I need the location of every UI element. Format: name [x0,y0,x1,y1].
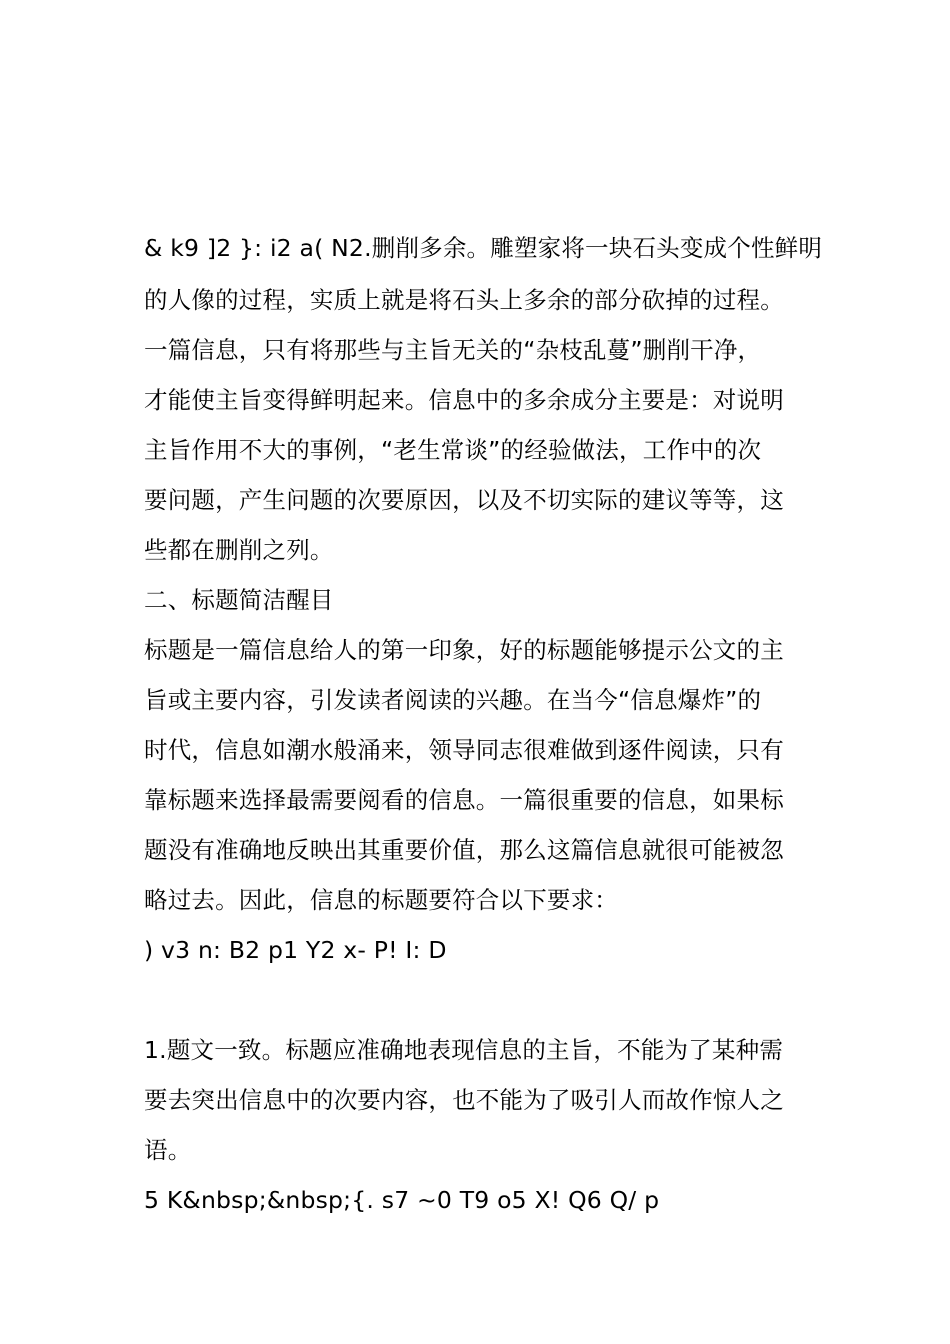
paragraph-line: 要去突出信息中的次要内容，也不能为了吸引人而故作惊人之 [144,1086,784,1114]
paragraph-line: 标题是一篇信息给人的第一印象，好的标题能够提示公文的主 [144,636,784,664]
paragraph-line: 靠标题来选择最需要阅看的信息。一篇很重要的信息，如果标 [144,786,784,814]
paragraph-line: 旨或主要内容，引发读者阅读的兴趣。在当今“信息爆炸”的 [144,686,762,714]
paragraph-line: 语。 [144,1136,192,1164]
paragraph-line: & k9 ]2 }: i2 a( N2.删削多余。雕塑家将一块石头变成个性鲜明 [144,234,823,262]
garbled-text-line: 5 K&nbsp;&nbsp;{. s7 ~0 T9 o5 X! Q6 Q/ p [144,1186,660,1214]
paragraph-line: 时代，信息如潮水般涌来，领导同志很难做到逐件阅读，只有 [144,736,784,764]
paragraph-line: 略过去。因此，信息的标题要符合以下要求： [144,886,618,914]
paragraph-line: 些都在删削之列。 [144,536,334,564]
section-heading: 二、标题简洁醒目 [144,586,334,614]
garbled-text-line: ) v3 n: B2 p1 Y2 x- P! I: D [144,936,447,964]
paragraph-line: 的人像的过程，实质上就是将石头上多余的部分砍掉的过程。 [144,286,784,314]
paragraph-line: 1.题文一致。标题应准确地表现信息的主旨，不能为了某种需 [144,1036,784,1064]
paragraph-line: 要问题，产生问题的次要原因，以及不切实际的建议等等，这 [144,486,784,514]
paragraph-line: 题没有准确地反映出其重要价值，那么这篇信息就很可能被忽 [144,836,784,864]
paragraph-line: 主旨作用不大的事例，“老生常谈”的经验做法，工作中的次 [144,436,762,464]
paragraph-line: 才能使主旨变得鲜明起来。信息中的多余成分主要是：对说明 [144,386,784,414]
paragraph-line: 一篇信息，只有将那些与主旨无关的“杂枝乱蔓”删削干净， [144,336,762,364]
